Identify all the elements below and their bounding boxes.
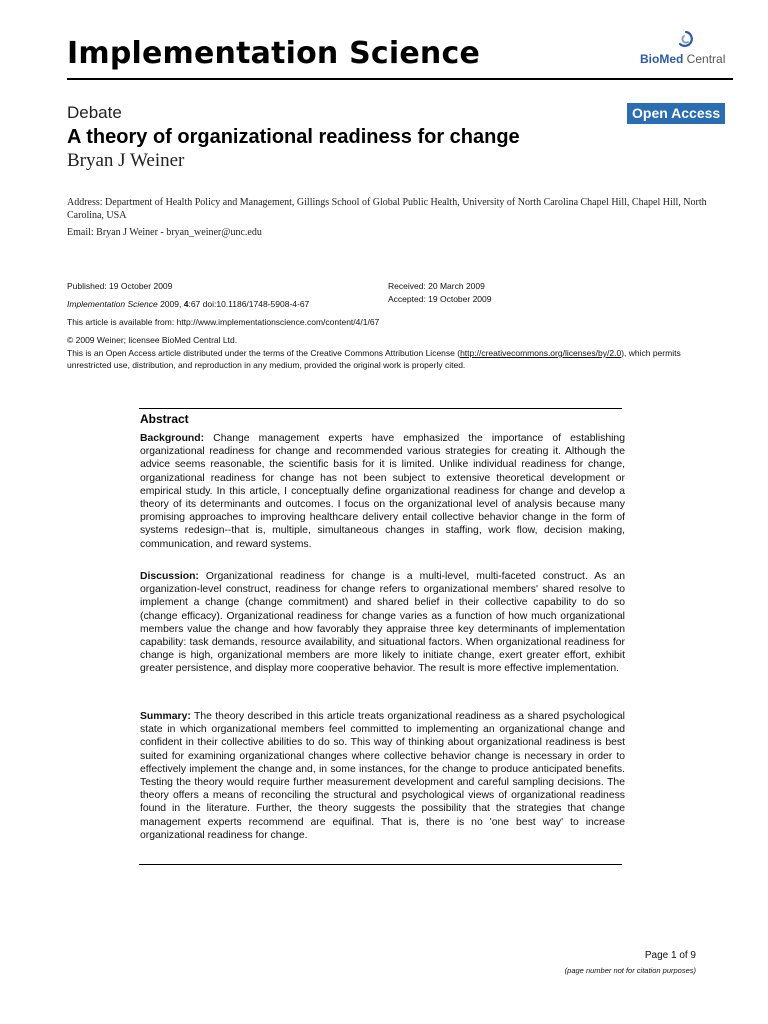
discussion-label: Discussion: [140,571,199,582]
discussion-text: Organizational readiness for change is a multi-level, multi-faceted construct. As an organization-level construct, readiness for change refers to organizational members' shared resolve to implement a change (change commitment) and shared belief in their collective capability to do so (change efficacy). Organizational readiness for change varies as a function of how much organizational members value the change and how favorably they appraise three key determinants of implementation capability: task demands, resource availability, and situational factors. When organizational readiness for change is high, organizational members are more likely to initiate change, exert greater effort, exhibit greater persistence, and display more cooperative behavior. The result is more effective implementation. [140,571,625,675]
citation-doi: :67 doi:10.1186/1748-5908-4-67 [188,299,310,309]
journal-title: Implementation Science [67,36,481,71]
author-address: Address: Department of Health Policy and Management, Gillings School of Global Public Health, University of North Carolina Chapel Hill, Chapel Hill, North Carolina, USA [67,197,707,221]
received-date: Received: 20 March 2009 [388,281,485,291]
published-date: Published: 19 October 2009 [67,281,173,291]
logo-central-text: Central [683,52,726,66]
article-type: Debate [67,103,122,122]
publisher-logo[interactable] [640,30,740,70]
article-url[interactable]: This article is available from: http://www.implementationscience.com/content/4/1/67 [67,317,380,327]
background-label: Background: [140,433,205,444]
background-text: Change management experts have emphasized the importance of establishing organizational readiness for change and recommended various strategies for creating it. Although the advice seems reasonable, the scientific basis for it is limited. Unlike individual readiness for change, organizational readiness for change has not been subject to extensive theoretical development or empirical study. In this article, I conceptually define organizational readiness for change and develop a theory of its determinants and outcomes. I focus on the organizational level of analysis because many promising approaches to improving healthcare delivery entail collective behavior change in the form of systems redesign--that is, multiple, simultaneous changes in staffing, work flow, decision making, communication, and reward systems. [140,433,625,550]
license-link[interactable]: http://creativecommons.org/licenses/by/2.0 [460,348,622,358]
logo-bio-text: BioMed [640,52,684,66]
license-notice [67,347,707,371]
license-text-before: This is an Open Access article distributed under the terms of the Creative Commons Attribution License ( [67,348,461,358]
author-email[interactable]: Email: Bryan J Weiner - bryan_weiner@unc.edu [67,227,262,238]
abstract-top-divider [139,408,622,409]
citation-line [67,298,309,310]
citation-volume: 4 [183,299,189,309]
citation-year: 2009, [157,299,184,309]
license-text-after: ), which permits unrestricted use, distribution, and reproduction in any medium, provided the original work is properly cited. [67,348,681,370]
abstract-background [140,432,625,551]
article-title: A theory of organizational readiness for change [67,126,520,148]
summary-text: The theory described in this article treats organizational readiness as a shared psychological state in which organizational members feel committed to implementing an organizational change and confident in their collective abilities to do so. This way of thinking about organizational readiness is best suited for examining organizational changes where collective behavior change is necessary in order to effectively implement the change and, in some instances, for the change to produce anticipated benefits. Testing the theory would require further measurement development and careful sampling decisions. The theory offers a means of reconciling the structural and psychological views of organizational readiness found in the literature. Further, the theory suggests the possibility that the strategies that change management experts recommend are equifinal. That is, there is no 'one best way' to increase organizational readiness for change. [140,711,625,841]
accepted-date: Accepted: 19 October 2009 [388,294,492,304]
summary-label: Summary: [140,711,191,722]
copyright-notice: © 2009 Weiner; licensee BioMed Central Ltd. [67,335,238,345]
open-access-badge[interactable]: Open Access [627,103,725,124]
abstract-heading: Abstract [140,412,189,426]
biomed-swirl-icon [677,30,695,50]
author-name: Bryan J Weiner [67,150,185,171]
abstract-discussion [140,570,625,676]
page-number: Page 1 of 9 [644,950,696,961]
page-number-note: (page number not for citation purposes) [564,966,696,975]
header-divider [67,78,733,80]
abstract-summary [140,710,625,842]
publisher-logo-text [640,52,725,66]
citation-journal: Implementation Science [67,299,158,309]
abstract-bottom-divider [139,864,622,865]
